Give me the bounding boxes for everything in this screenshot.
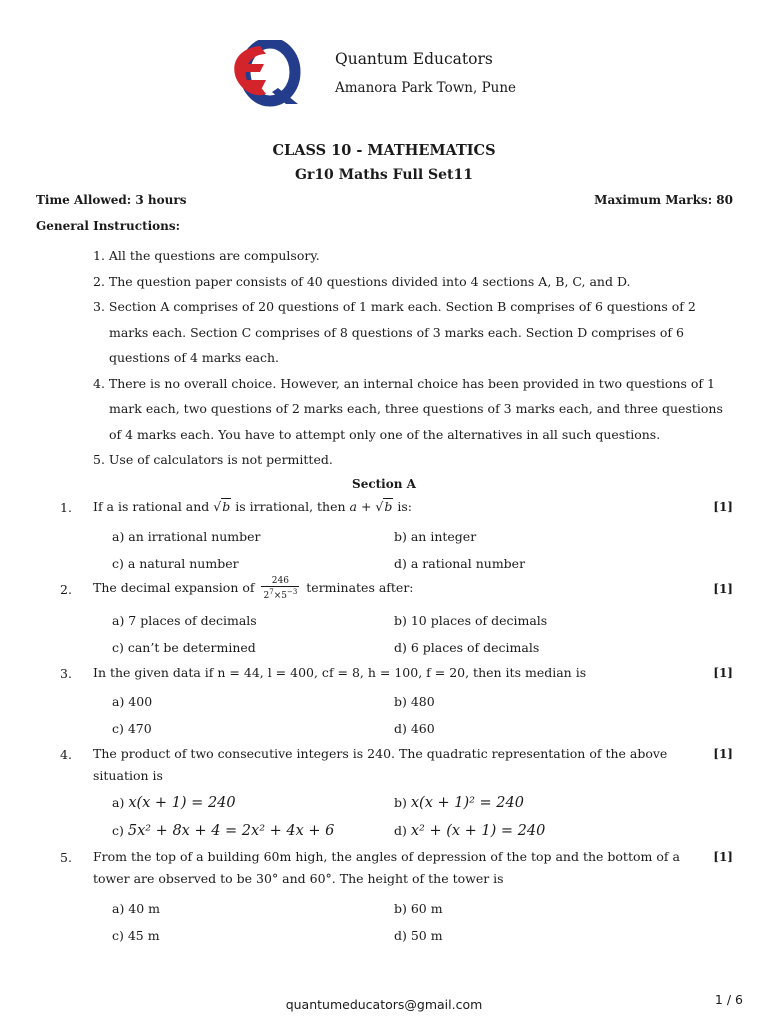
option-label: c) — [112, 823, 128, 838]
math-expression: a + — [349, 499, 376, 514]
exponent: 7 — [269, 588, 274, 596]
text-segment: If a is rational and — [93, 499, 214, 514]
question-number: 3. — [60, 666, 72, 681]
option-d: d) a rational number — [394, 556, 526, 571]
option-d: d) 460 — [394, 721, 435, 736]
class-title: CLASS 10 - MATHEMATICS — [272, 142, 496, 159]
page-number: 1 / 6 — [714, 992, 743, 1007]
base: ×5 — [273, 591, 287, 601]
sqrt-expression — [375, 496, 393, 518]
question-text — [93, 496, 688, 518]
instruction-item: 1. All the questions are compulsory. — [93, 248, 320, 263]
option-c: c) can’t be determined — [112, 640, 256, 655]
option-b: b) 60 m — [394, 901, 443, 916]
option-d — [394, 823, 545, 839]
question-marks: [1] — [713, 500, 733, 514]
question-number: 1. — [60, 500, 72, 515]
instruction-item: 3. Section A comprises of 20 questions of 1 mark each. Section B comprises of 6 questions of 2 marks each. Section C comprises of 8 questions of 3 marks each. Section D comprises of 6 questions of 4 marks each. — [93, 299, 696, 365]
math-expression: x² + (x + 1) = 240 — [410, 823, 546, 839]
footer-email: quantumeducators@gmail.com — [285, 997, 483, 1012]
option-c — [112, 823, 334, 839]
option-a: a) an irrational number — [112, 529, 261, 544]
question-text: From the top of a building 60m high, the angles of depression of the top and the bottom of a tower are observed to be 30° and 60°. The height of the tower is — [93, 849, 680, 886]
option-c: c) 470 — [112, 721, 152, 736]
exponent: −3 — [286, 588, 298, 596]
fraction — [261, 576, 299, 601]
option-a: a) 40 m — [112, 901, 161, 916]
option-b: b) 10 places of decimals — [394, 613, 548, 628]
math-expression: x(x + 1) = 240 — [128, 795, 236, 811]
text-segment: terminates after: — [302, 580, 414, 595]
fraction-denominator — [261, 587, 299, 601]
option-label: d) — [394, 823, 411, 838]
option-d: d) 6 places of decimals — [394, 640, 540, 655]
radicand: b — [222, 499, 231, 514]
question-marks: [1] — [713, 747, 733, 761]
school-address: Amanora Park Town, Pune — [335, 80, 517, 96]
option-b: b) 480 — [394, 694, 435, 709]
text-segment: is irrational, then — [231, 499, 350, 514]
option-label: a) — [112, 795, 129, 810]
instruction-item: 4. There is no overall choice. However, an internal choice has been provided in two questions of 1 mark each, two questions of 2 marks each, three questions of 3 marks each, and three questions of 4 marks each. You have to attempt only one of the alternatives in all such questions. — [93, 375, 723, 442]
option-b — [394, 795, 524, 811]
general-instructions-heading: General Instructions: — [36, 219, 181, 233]
sqrt-symbol: √ — [375, 499, 384, 514]
question-marks: [1] — [713, 666, 733, 680]
instructions-list — [93, 243, 738, 473]
question-text: In the given data if n = 44, l = 400, cf = 8, h = 100, f = 20, then its median is — [93, 665, 587, 680]
option-a: a) 400 — [112, 694, 153, 709]
instruction-item: 2. The question paper consists of 40 questions divided into 4 sections A, B, C, and D. — [93, 273, 631, 289]
radicand: b — [384, 499, 393, 514]
text-segment: is: — [393, 499, 412, 514]
question-marks: [1] — [713, 850, 733, 864]
option-c: c) a natural number — [112, 556, 239, 571]
sqrt-symbol: √ — [213, 499, 222, 514]
option-c: c) 45 m — [112, 928, 160, 943]
base: 2 — [263, 591, 270, 601]
option-a — [112, 795, 236, 811]
question-number: 2. — [60, 582, 72, 597]
question-marks: [1] — [713, 582, 733, 596]
maximum-marks: Maximum Marks: 80 — [594, 193, 733, 207]
sqrt-expression — [213, 496, 231, 518]
question-number: 5. — [60, 850, 72, 865]
question-number: 4. — [60, 747, 72, 762]
fraction-numerator: 246 — [261, 576, 299, 587]
school-name: Quantum Educators — [335, 50, 493, 68]
option-b: b) an integer — [394, 529, 477, 544]
text-segment: The decimal expansion of — [93, 580, 259, 595]
option-d: d) 50 m — [394, 928, 443, 943]
set-title: Gr10 Maths Full Set11 — [294, 167, 473, 183]
option-a: a) 7 places of decimals — [112, 613, 257, 628]
question-text: The product of two consecutive integers is 240. The quadratic representation of the above situation is — [93, 746, 668, 783]
instruction-item: 5. Use of calculators is not permitted. — [93, 452, 333, 467]
section-a-heading: Section A — [352, 477, 416, 491]
math-expression: 5x² + 8x + 4 = 2x² + 4x + 6 — [127, 823, 335, 839]
quantum-educators-logo — [226, 40, 304, 108]
question-text — [93, 576, 688, 601]
option-label: b) — [394, 795, 411, 810]
math-expression: x(x + 1)² = 240 — [410, 795, 524, 811]
time-allowed: Time Allowed: 3 hours — [36, 193, 187, 207]
